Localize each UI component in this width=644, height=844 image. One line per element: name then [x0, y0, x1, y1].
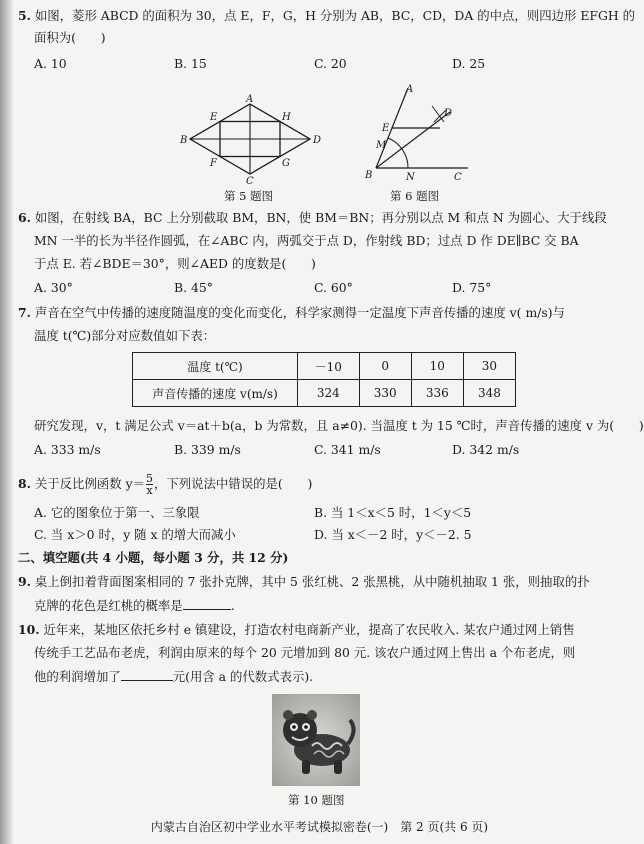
- q5-option-d: D. 25: [452, 56, 486, 71]
- q10-figure-caption: 第 10 题图: [288, 793, 345, 807]
- q5-label-c: C: [246, 176, 254, 187]
- q9-line2: 克牌的花色是红桃的概率是 .: [34, 598, 235, 613]
- q7-option-d: D. 342 m/s: [452, 442, 520, 457]
- q10-line3: 他的利润增加了 元(用含 a 的代数式表示).: [34, 669, 314, 684]
- table-cell: 10: [411, 353, 463, 380]
- q5-figure-rhombus: [180, 94, 322, 187]
- q6-label-d: D: [444, 108, 453, 119]
- q7-data-table: [132, 352, 516, 407]
- q8-number: 8.: [18, 476, 31, 491]
- q6-label-e: E: [382, 123, 390, 134]
- q6-line1: 6. 如图，在射线 BA，BC 上分别截取 BM，BN，使 BM＝BN；再分别以点 M 和点 N 为圆心、大于线段: [18, 210, 607, 225]
- table-cell: －10: [298, 353, 360, 380]
- q6-label-c: C: [454, 172, 462, 183]
- q5-label-h: H: [282, 112, 291, 123]
- q5-line1: 5. 如图，菱形 ABCD 的面积为 30，点 E，F，G，H 分别为 AB，BC，CD，DA 的中点，则四边形 EFGH 的: [18, 8, 635, 23]
- page-footer: 内蒙古自治区初中学业水平考试模拟密卷(一) 第 2 页(共 6 页): [150, 820, 489, 834]
- table-header-speed: 声音传播的速度 v(m/s): [133, 380, 298, 407]
- q6-option-c: C. 60°: [314, 280, 353, 295]
- table-row: [133, 380, 516, 407]
- q5-figure-caption: 第 5 题图: [224, 189, 274, 203]
- table-cell: 324: [298, 380, 360, 407]
- q6-figure-caption: 第 6 题图: [390, 189, 440, 203]
- q6-option-a: A. 30°: [34, 280, 73, 295]
- q6-line2: MN 一半的长为半径作圆弧，在∠ABC 内，两弧交于点 D，作射线 BD；过点 D 作 DE∥BC 交 BA: [34, 233, 579, 248]
- q10-line1: 10. 近年来，某地区依托乡村 e 镇建设，打造农村电商新产业，提高了农民收入. 某农户通过网上销售: [18, 622, 575, 637]
- q7-number: 7.: [18, 305, 31, 320]
- q8-option-d: D. 当 x＜－2 时，y＜－2. 5: [314, 527, 472, 542]
- q7-option-a: A. 333 m/s: [34, 442, 101, 457]
- q9-answer-blank: [183, 597, 231, 610]
- q6-figure-construction: [362, 82, 472, 186]
- q5-label-a: A: [246, 94, 254, 105]
- q10-number: 10.: [18, 622, 40, 637]
- q8-fraction: $\frac{5}{x}$: [145, 472, 153, 497]
- q7-line1: 7. 声音在空气中传播的速度随温度的变化而变化，科学家测得一定温度下声音传播的速度 v( m/s)与: [18, 305, 565, 320]
- table-cell: 336: [411, 380, 463, 407]
- q5-label-e: E: [210, 112, 218, 123]
- q6-label-a: A: [406, 84, 414, 95]
- table-cell: 30: [463, 353, 515, 380]
- q6-option-b: B. 45°: [174, 280, 213, 295]
- q5-option-c: C. 20: [314, 56, 347, 71]
- q10-line2: 传统手工艺品布老虎，利润由原来的每个 20 元增加到 80 元. 该农户通过网上售出 a 个布老虎，则: [34, 645, 576, 660]
- q10-figure-cloth-tiger-photo: [272, 694, 360, 786]
- q5-line2: 面积为( ): [34, 30, 106, 45]
- table-cell: 348: [463, 380, 515, 407]
- q5-label-d: D: [313, 135, 322, 146]
- table-cell: 330: [359, 380, 411, 407]
- q5-label-g: G: [282, 158, 290, 169]
- table-row: [133, 353, 516, 380]
- q8-option-a: A. 它的图象位于第一、三象限: [34, 505, 200, 520]
- q10-answer-blank: [121, 668, 173, 681]
- q6-label-b: B: [365, 170, 373, 181]
- q6-number: 6.: [18, 210, 31, 225]
- q8-option-c: C. 当 x＞0 时，y 随 x 的增大而减小: [34, 527, 236, 542]
- q5-option-a: A. 10: [34, 56, 67, 71]
- q6-line3: 于点 E. 若∠BDE＝30°，则∠AED 的度数是( ): [34, 256, 316, 271]
- q5-label-f: F: [210, 158, 217, 169]
- q7-line2: 温度 t(℃)部分对应数值如下表：: [34, 328, 216, 343]
- q6-label-n: N: [406, 172, 415, 183]
- q9-number: 9.: [18, 574, 31, 589]
- table-header-temperature: 温度 t(℃): [133, 353, 298, 380]
- q7-option-b: B. 339 m/s: [174, 442, 241, 457]
- table-cell: 0: [359, 353, 411, 380]
- q8-option-b: B. 当 1＜x＜5 时，1＜y＜5: [314, 505, 472, 520]
- q5-label-b: B: [180, 135, 188, 146]
- page-binding-shadow: [0, 0, 14, 844]
- q7-option-c: C. 341 m/s: [314, 442, 381, 457]
- q9-line1: 9. 桌上倒扣着背面图案相同的 7 张扑克牌，其中 5 张红桃、2 张黑桃，从中随机抽取 1 张，则抽取的扑: [18, 574, 590, 589]
- q6-option-d: D. 75°: [452, 280, 492, 295]
- q6-label-m: M: [376, 140, 387, 151]
- q7-line3: 研究发现，v，t 满足公式 v＝at＋b(a，b 为常数，且 a≠0). 当温度 t 为 15 ℃时，声音传播的速度 v 为( ): [34, 418, 644, 433]
- q5-option-b: B. 15: [174, 56, 207, 71]
- q5-number: 5.: [18, 8, 31, 23]
- q8-stem: 8. 关于反比例函数 y＝ $\frac{5}{x}$ ，下列说法中错误的是( ): [18, 472, 313, 497]
- section-heading-fill-in: 二、填空题(共 4 小题，每小题 3 分，共 12 分): [18, 550, 289, 565]
